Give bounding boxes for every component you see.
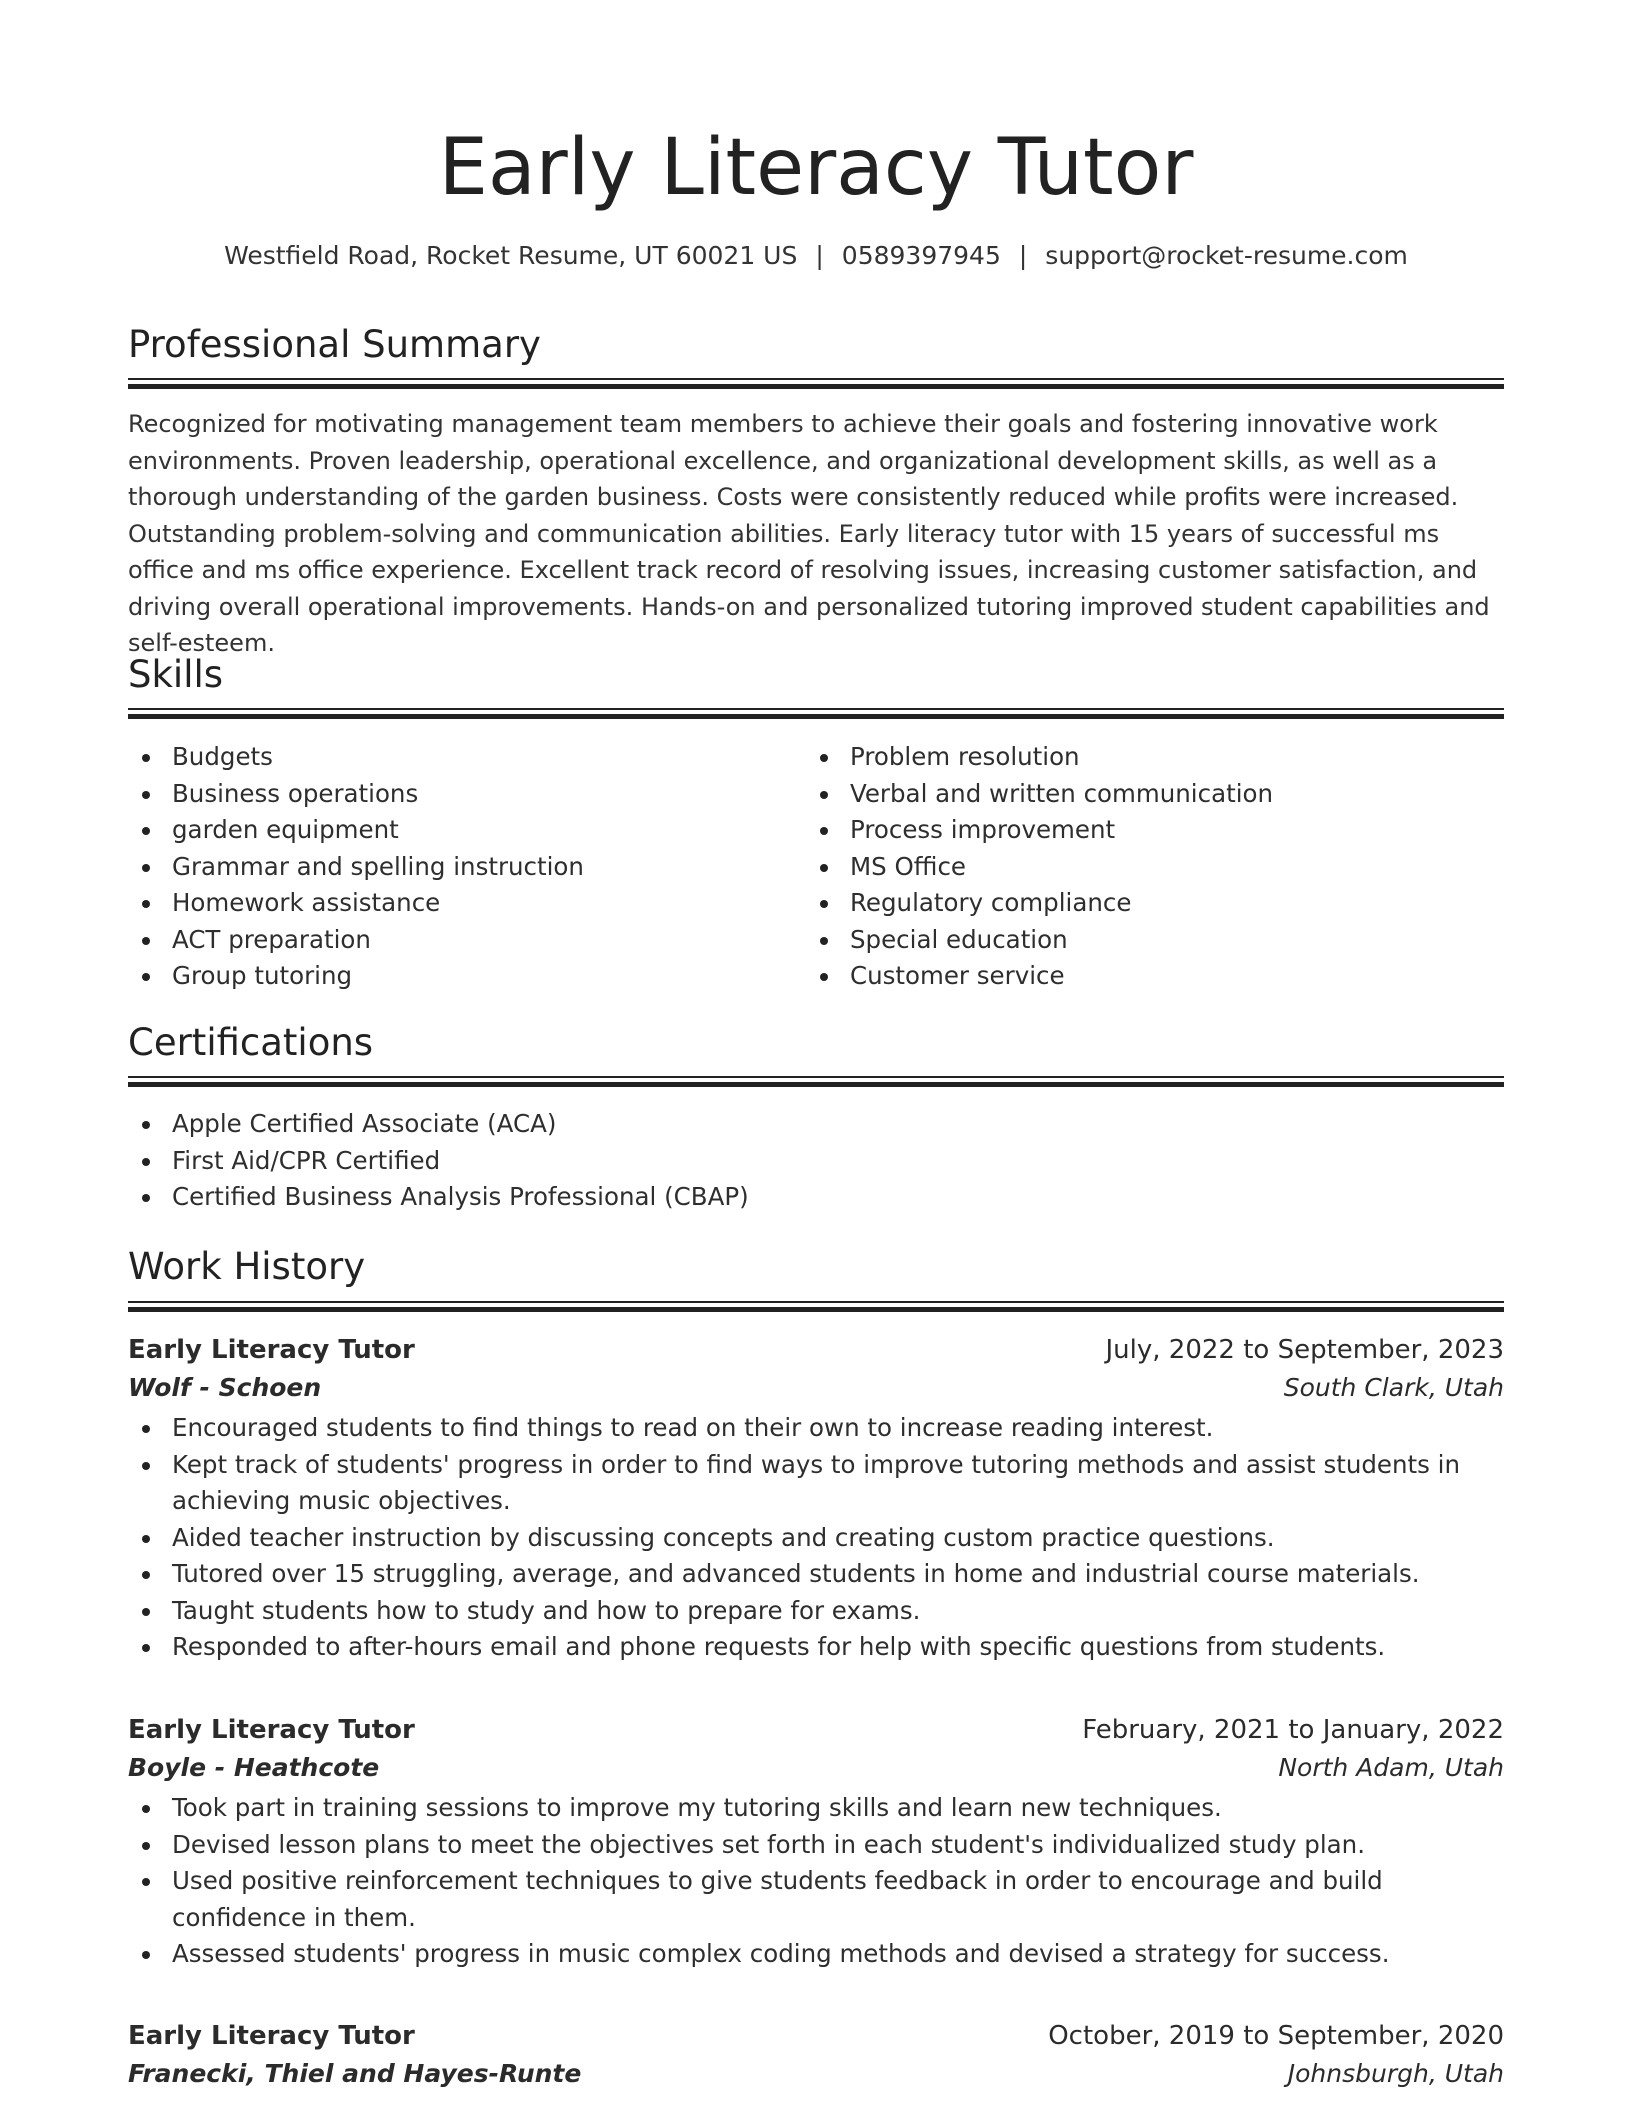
job-header: [128, 1712, 1504, 1788]
job-header: [128, 1332, 1504, 1408]
job-bullet: Tutored over 15 struggling, average, and advanced students in home and industrial course materials.: [128, 1556, 1504, 1593]
job-bullet: Assessed students' progress in music complex coding methods and devised a strategy for success.: [128, 1936, 1504, 1973]
job-company: Franecki, Thiel and Hayes-Runte: [128, 2059, 582, 2088]
job-location: South Clark, Utah: [1283, 1373, 1504, 1402]
certification-item: Apple Certified Associate (ACA): [128, 1106, 1504, 1143]
skill-item: Process improvement: [806, 812, 1466, 849]
job-company: Wolf - Schoen: [128, 1373, 322, 1402]
skill-item: Grammar and spelling instruction: [128, 849, 788, 886]
job-bullet: Responded to after-hours email and phone requests for help with specific questions from students.: [128, 1629, 1504, 1666]
job-header: [128, 2018, 1504, 2094]
job-bullet: Encouraged students to find things to read on their own to increase reading interest.: [128, 1410, 1504, 1447]
contact-separator: |: [815, 241, 824, 270]
job-dates: February, 2021 to January, 2022: [1082, 1715, 1504, 1745]
job-bullet: Devised lesson plans to meet the objectives set forth in each student's individualized study plan.: [128, 1827, 1504, 1864]
job-title: Early Literacy Tutor: [128, 1335, 415, 1365]
section-divider: [128, 1076, 1504, 1086]
skill-item: Homework assistance: [128, 885, 788, 922]
job-dates: July, 2022 to September, 2023: [1105, 1335, 1504, 1365]
job-title: Early Literacy Tutor: [128, 1715, 415, 1745]
certifications-list: [128, 1106, 1504, 1216]
section-title-skills: Skills: [128, 653, 224, 696]
skill-item: Regulatory compliance: [806, 885, 1466, 922]
certification-item: First Aid/CPR Certified: [128, 1143, 1504, 1180]
resume-name: Early Literacy Tutor: [438, 123, 1194, 213]
job-company: Boyle - Heathcote: [128, 1753, 380, 1782]
email-link[interactable]: support@rocket-resume.com: [1045, 241, 1408, 270]
job-bullet: Aided teacher instruction by discussing concepts and creating custom practice questions.: [128, 1520, 1504, 1557]
job-bullet: Used positive reinforcement techniques to give students feedback in order to encourage and build confidence in them.: [128, 1863, 1504, 1936]
skill-item: Group tutoring: [128, 958, 788, 995]
certification-item: Certified Business Analysis Professional (CBAP): [128, 1179, 1504, 1216]
job-location: North Adam, Utah: [1278, 1753, 1504, 1782]
job-dates: October, 2019 to September, 2020: [1048, 2021, 1504, 2051]
skill-item: Budgets: [128, 739, 788, 776]
section-divider: [128, 1301, 1504, 1311]
skills-list-left: [128, 739, 788, 995]
job-bullet: Took part in training sessions to improve my tutoring skills and learn new techniques.: [128, 1790, 1504, 1827]
skill-item: Problem resolution: [806, 739, 1466, 776]
contact-line: [128, 238, 1504, 274]
skill-item: garden equipment: [128, 812, 788, 849]
skill-item: Verbal and written communication: [806, 776, 1466, 813]
job-bullet: Kept track of students' progress in order to find ways to improve tutoring methods and assist students in achieving music objectives.: [128, 1447, 1504, 1520]
section-title-work-history: Work History: [128, 1245, 366, 1288]
phone-text: 0589397945: [841, 241, 1001, 270]
job-bullet-list: [128, 1410, 1504, 1666]
skill-item: MS Office: [806, 849, 1466, 886]
section-title-certifications: Certifications: [128, 1021, 374, 1064]
skill-item: Special education: [806, 922, 1466, 959]
section-divider: [128, 708, 1504, 718]
section-divider: [128, 378, 1504, 388]
section-title-summary: Professional Summary: [128, 323, 541, 366]
address-text: Westfield Road, Rocket Resume, UT 60021 US: [224, 241, 798, 270]
job-bullet-list: [128, 1790, 1504, 1973]
job-location: Johnsburgh, Utah: [1287, 2059, 1504, 2088]
job-title: Early Literacy Tutor: [128, 2021, 415, 2051]
skill-item: Business operations: [128, 776, 788, 813]
contact-separator: |: [1018, 241, 1028, 270]
skill-item: ACT preparation: [128, 922, 788, 959]
summary-text: Recognized for motivating management team members to achieve their goals and fostering innovative work environments. Proven leadership, operational excellence, and organizational development skills, as well as a thorough understanding of the garden business. Costs were consistently reduced while profits were increased. Outstanding problem-solving and communication abilities. Early literacy tutor with 15 years of successful ms office and ms office experience. Excellent track record of resolving issues, increasing customer satisfaction, and driving overall operational improvements. Hands-on and personalized tutoring improved student capabilities and self-esteem.: [128, 410, 1490, 657]
skills-list-right: [806, 739, 1466, 995]
job-bullet: Taught students how to study and how to prepare for exams.: [128, 1593, 1504, 1630]
skill-item: Customer service: [806, 958, 1466, 995]
